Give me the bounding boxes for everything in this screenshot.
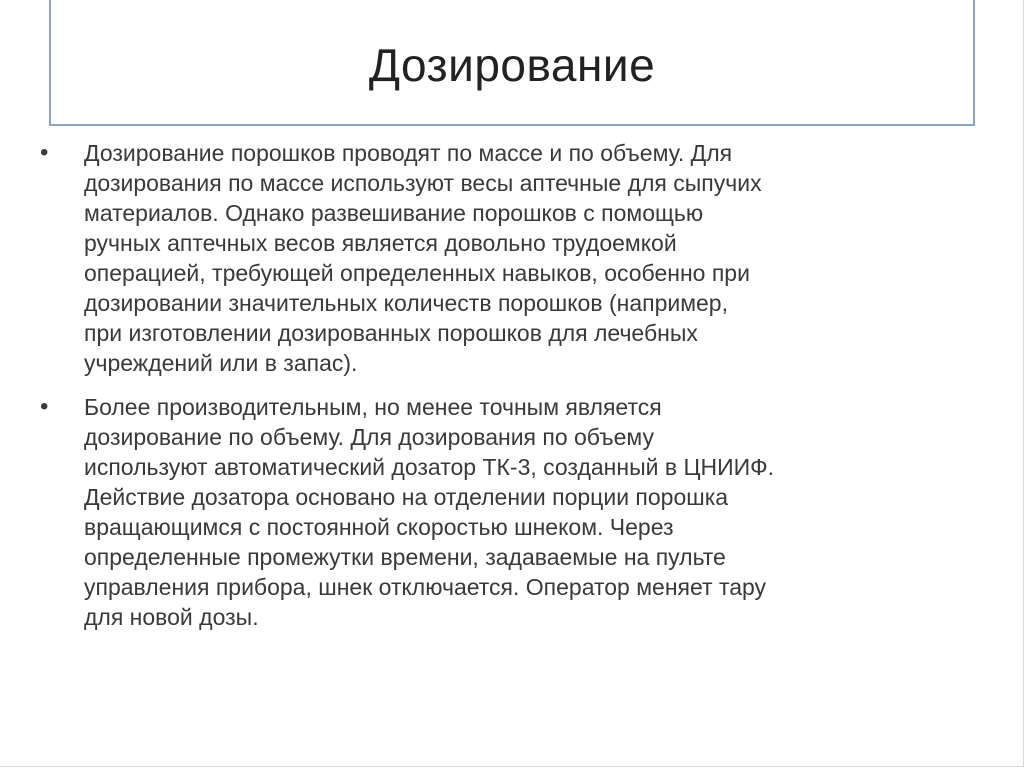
bullet-line: дозирования по массе используют весы аптечные для сыпучих	[84, 170, 762, 196]
bullet-marker: •	[40, 139, 49, 166]
bullet-line: управления прибора, шнек отключается. Оператор меняет тару	[84, 574, 767, 600]
bullet-line: определенные промежутки времени, задаваемые на пульте	[84, 544, 726, 570]
bullet-line: дозирование по объему. Для дозирования по объему	[84, 424, 654, 450]
bullet-line: вращающимся с постоянной скоростью шнеком. Через	[84, 514, 674, 540]
bullet-line: Действие дозатора основано на отделении порции порошка	[84, 484, 729, 510]
bullet-text	[84, 392, 944, 632]
bullet-line: используют автоматический дозатор ТК-3, созданный в ЦНИИФ.	[84, 454, 775, 480]
bullet-item	[40, 138, 960, 378]
bullet-line: операцией, требующей определенных навыков, особенно при	[84, 260, 750, 286]
title-box	[49, 0, 975, 126]
bullet-line: для новой дозы.	[84, 604, 259, 630]
bullet-list	[40, 138, 960, 646]
bullet-line: ручных аптечных весов является довольно трудоемкой	[84, 230, 677, 256]
bullet-line: учреждений или в запас).	[84, 350, 358, 376]
bullet-line: Более производительным, но менее точным является	[84, 394, 662, 420]
bullet-line: при изготовлении дозированных порошков для лечебных	[84, 320, 698, 346]
slide-title: Дозирование	[368, 39, 656, 91]
bullet-line: дозировании значительных количеств порошков (например,	[84, 290, 728, 316]
bullet-text	[84, 138, 944, 378]
bullet-line: материалов. Однако развешивание порошков с помощью	[84, 200, 704, 226]
bullet-item	[40, 392, 960, 632]
bullet-marker: •	[40, 393, 49, 420]
bullet-line: Дозирование порошков проводят по массе и по объему. Для	[84, 140, 733, 166]
